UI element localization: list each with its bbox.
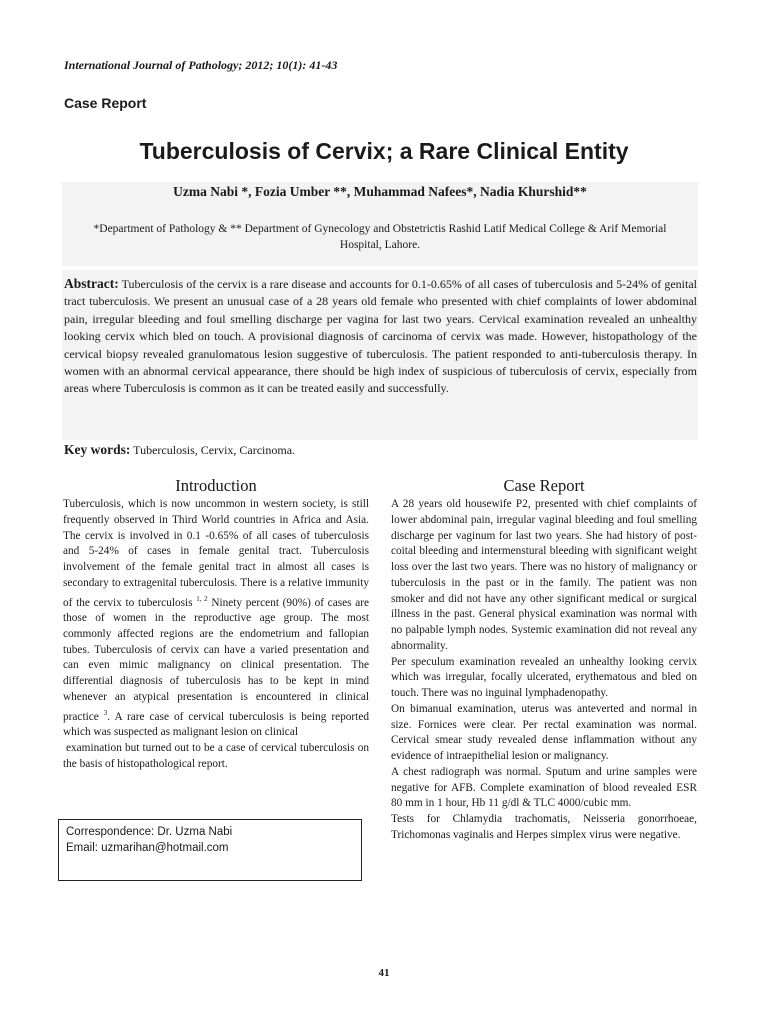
- introduction-paragraph: [63, 497, 369, 741]
- article-title: Tuberculosis of Cervix; a Rare Clinical Entity: [139, 138, 629, 164]
- case-paragraph: Tests for Chlamydia trachomatis, Neisseria gonorrhoeae, Trichomonas vaginalis and Herpes simplex virus were negative.: [391, 813, 697, 841]
- intro-text-2: Ninety percent (90%) of cases are those of women in the reproductive age group. The most commonly affected regions are the endometrium and fallopian tubes. Tuberculosis of cervix can have a varied presentation and can even mimic malignancy on clinical presentation. The differential diagnosis of tuberculosis has to be kept in mind whenever an atypical presentation is encountered in clinical practice: [63, 596, 369, 723]
- citation-ref: 3: [103, 708, 108, 717]
- journal-citation: International Journal of Pathology; 2012; 10(1): 41-43: [64, 58, 338, 72]
- affiliation: *Department of Pathology & ** Department of Gynecology and Obstetrictis Rashid Latif Medical College & Arif Memorial Hospital, Lahore.: [93, 223, 667, 251]
- case-paragraph: A 28 years old housewife P2, presented with chief complaints of lower abdominal pain, irregular vaginal bleeding and foul smelling discharge per vaginum for last two years. She had history of post-coital bleeding and intermenstural bleeding with significant weight loss over the last two years. There was no history of malignancy or tuberculosis in the past or in the family. The patient was non smoker and did not have any other significant medical or surgical illness in the past. General physical examination was normal with no palpable lymph nodes. Systemic examination did not reveal any abnormality.: [391, 498, 697, 652]
- correspondence-box: [58, 819, 362, 881]
- citation-ref: 1, 2: [196, 594, 208, 603]
- introduction-section: [63, 497, 369, 772]
- keywords: [64, 442, 295, 458]
- keywords-text: Tuberculosis, Cervix, Carcinoma.: [133, 443, 296, 457]
- correspondence-name: Correspondence: Dr. Uzma Nabi: [66, 826, 233, 838]
- page-number: 41: [378, 967, 390, 979]
- author-list: Uzma Nabi *, Fozia Umber **, Muhammad Nafees*, Nadia Khurshid**: [173, 184, 587, 199]
- case-report-heading: Case Report: [503, 476, 585, 495]
- correspondence-email: Email: uzmarihan@hotmail.com: [66, 842, 229, 854]
- introduction-paragraph-continued: examination but turned out to be a case of cervical tuberculosis on the basis of histopathological report.: [63, 741, 369, 770]
- case-paragraph: On bimanual examination, uterus was anteverted and normal in size. Fornices were clear. Per rectal examination was normal. Cervical smear study revealed dense inflammation without any evidence of intraepithelial lesion or malignancy.: [391, 702, 697, 762]
- article-type: Case Report: [64, 95, 147, 111]
- introduction-heading: Introduction: [175, 476, 257, 495]
- keywords-label: Key words:: [64, 442, 131, 457]
- abstract: [64, 275, 697, 398]
- intro-text-1: Tuberculosis, which is now uncommon in western society, is still frequently observed in Third World countries in Africa and Asia. The cervix is involved in 0.1 -0.65% of all cases of tuberculosis and 5-24% of cases in female genital tract. Tuberculosis involvement of the female genital tract in almost all cases is secondary to extragenital tuberculosis. There is a relative immunity of the cervix to tuberculosis: [63, 498, 369, 609]
- intro-text-3: . A rare case of cervical tuberculosis is being reported which was suspected as malignant lesion on clinical: [63, 710, 369, 739]
- abstract-text: Tuberculosis of the cervix is a rare disease and accounts for 0.1-0.65% of all cases of tuberculosis and 5-24% of genital tract tuberculosis. We present an unusual case of a 28 years old female who presented with chief complaints of lower abdominal pain, irregular bleeding and foul smelling discharge per vagina for last two years. Cervical examination revealed an unhealthy looking cervix which bled on touch. A provisional diagnosis of carcinoma of cervix was made. However, histopathology of the cervical biopsy revealed granulomatous lesion suggestive of tuberculosis. The patient responded to anti-tuberculosis therapy. In women with an abnormal cervical appearance, there should be high index of suspicious of tuberculosis of cervix, especially from areas where Tuberculosis is common as it can be treated easily and successfully.: [64, 277, 697, 396]
- case-paragraph: Per speculum examination revealed an unhealthy looking cervix which was irregular, focally ulcerated, erythematous and bled on touch. There was no inguinal lymphadenopathy.: [391, 655, 697, 699]
- case-report-section: [391, 497, 697, 844]
- case-paragraph: A chest radiograph was normal. Sputum and urine samples were negative for AFB. Complete examination of blood revealed ESR 80 mm in 1 hour, Hb 11 g/dl & TLC 4000/cubic mm.: [391, 765, 697, 810]
- abstract-label: Abstract:: [64, 276, 119, 291]
